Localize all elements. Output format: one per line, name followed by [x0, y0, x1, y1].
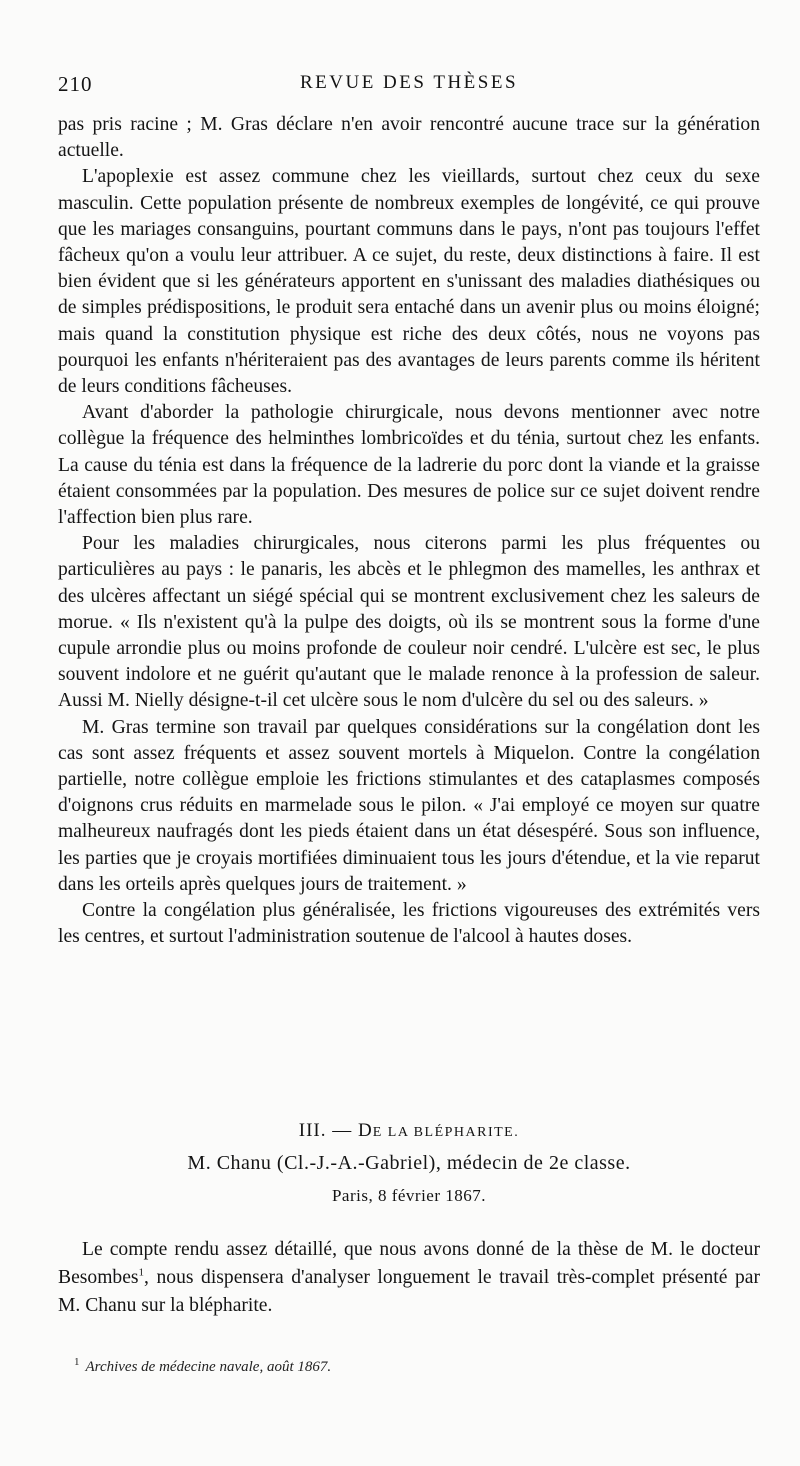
paragraph-4: Pour les maladies chirurgicales, nous citerons parmi les plus fréquentes ou particulières au pays : le panaris, les abcès et le phlegmon des mamelles, les anthrax et des ulcères affectant un siégé spécial qui se montrent exclusivement chez les saleurs de morue. « Ils n'existent qu'à la pulpe des doigts, où ils se montrent sous la forme d'une cupule arrondie plus ou moins profonde de couleur noir cendré. L'ulcère est sec, le plus souvent indolore et ne guérit qu'autant que le malade renonce à la profession de saleur. Aussi M. Nielly désigne-t-il cet ulcère sous le nom d'ulcère du sel ou des saleurs. » [58, 533, 760, 712]
paragraph-2: L'apoplexie est assez commune chez les vieillards, surtout chez ceux du sexe masculin. Cette population présente de nombreux exemples de longévité, ce qui prouve que les mariages consanguins, pourtant communs dans le pays, n'ont pas toujours l'effet fâcheux qu'on a voulu leur attribuer. A ce sujet, du reste, deux distinctions à faire. Il est bien évident que si les générateurs apportent en s'unissant des maladies diathésiques ou de simples prédispositions, le produit sera entaché dans un avenir plus ou moins éloigné; mais quand la constitution physique est riche des deux côtés, nous ne voyons pas pourquoi les enfants n'hériteraient pas des avantages de leurs parents comme ils héritent de leurs conditions fâcheuses. [58, 166, 760, 398]
page-number: 210 [58, 72, 93, 96]
final-text [58, 1236, 760, 1320]
footnote-reference[interactable]: 1 [138, 1266, 145, 1279]
paragraph-6: Contre la congélation plus généralisée, les frictions vigoureuses des extrémités vers les centres, et surtout l'administration soutenue de l'alcool à hautes doses. [58, 900, 760, 948]
footnote-mark: 1 [74, 1356, 80, 1368]
final-paragraph [58, 1236, 760, 1320]
date-line: Paris, 8 février 1867. [331, 1186, 487, 1205]
final-paragraph-end: , nous dispensera d'analyser longuement le travail très-complet présenté par M. Chanu sur la blépharite. [58, 1267, 760, 1316]
author-line: M. Chanu (Cl.-J.-A.-Gabriel), médecin de 2e classe. [187, 1152, 631, 1174]
section-numeral: III. — [298, 1120, 353, 1141]
body-text [58, 112, 760, 951]
section-title-rest: E LA BLÉPHARITE. [372, 1125, 520, 1140]
paragraph-5: M. Gras termine son travail par quelques considérations sur la congélation dont les cas sont assez fréquents et assez souvent mortels à Miquelon. Contre la congélation partielle, notre collègue emploie les frictions stimulantes et des cataplasmes composés d'oignons crus réduits en marmelade sous le pilon. « J'ai employé ce moyen sur quatre malheureux naufragés dont les pieds étaient dans un état désespéré. Sous son influence, les parties que je croyais mortifiées diminuaient tous les jours d'étendue, et la vie reparut dans les orteils après quelques jours de traitement. » [58, 716, 760, 895]
section-title-initial: D [358, 1120, 373, 1141]
footnote-text: Archives de médecine navale, août 1867. [85, 1359, 332, 1375]
paragraph-3: Avant d'aborder la pathologie chirurgicale, nous devons mentionner avec notre collègue la fréquence des helminthes lombricoïdes et du ténia, surtout chez les enfants. La cause du ténia est dans la fréquence de la ladrerie du porc dont la viande et la graisse étaient consommées par la population. Des mesures de police sur ce sujet doivent rendre l'affection bien plus rare. [58, 402, 760, 529]
final-paragraph-start: Le compte rendu assez détaillé, que nous avons donné de la thèse de M. le docteur Besombes [58, 1239, 760, 1288]
paragraph-1: pas pris racine ; M. Gras déclare n'en avoir rencontré aucune trace sur la génération actuelle. [58, 114, 760, 162]
section-heading [58, 1120, 760, 1142]
running-title: REVUE DES THÈSES [299, 72, 519, 93]
footnote [74, 1356, 760, 1376]
page-header [58, 72, 760, 102]
